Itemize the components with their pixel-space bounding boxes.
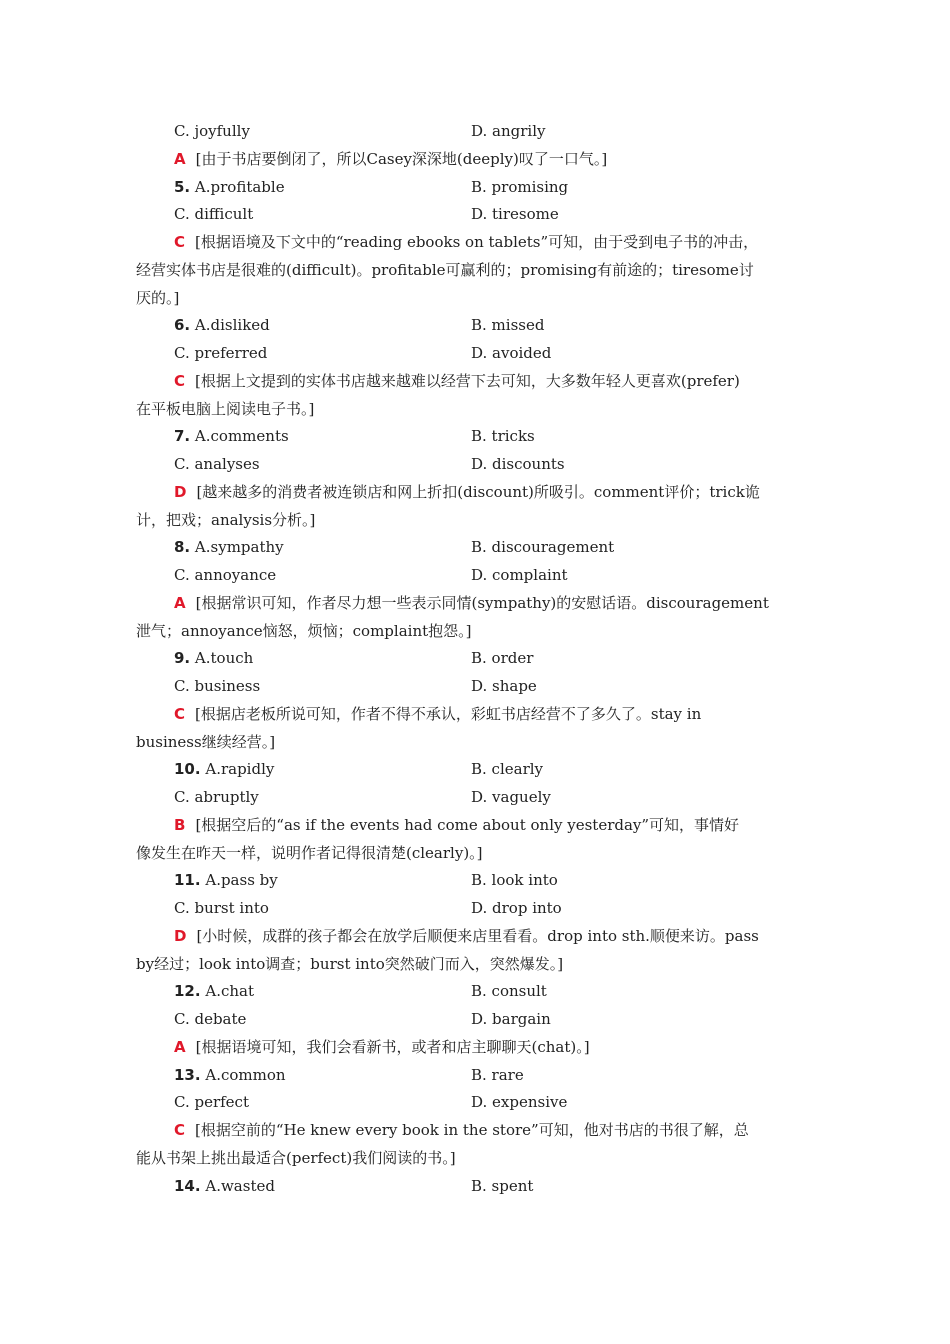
option-left: C. perfect	[174, 1093, 249, 1112]
option-left	[174, 423, 289, 451]
option-right: D. drop into	[471, 899, 562, 917]
option-a-text: A.wasted	[205, 1176, 275, 1195]
option-row	[0, 895, 950, 923]
option-left: C. business	[174, 677, 261, 695]
option-right: D. discounts	[471, 455, 565, 473]
answer-letter: C	[174, 233, 186, 251]
answer-row	[0, 229, 950, 257]
question-row	[0, 1062, 950, 1090]
option-a-text: A.chat	[205, 982, 254, 1001]
explanation-continued: by经过；look into调查；burst into突然破门而入，突然爆发。]	[136, 954, 564, 973]
option-left	[174, 174, 285, 202]
option-left: C. preferred	[174, 344, 268, 362]
option-a-text: A.profitable	[194, 177, 285, 196]
option-row	[0, 340, 950, 368]
answer-explanation: [根据空后的“as if the events had come about only yesterday”可知，事情好	[195, 815, 740, 834]
option-a-text: A.pass by	[205, 871, 278, 890]
question-row	[0, 423, 950, 451]
question-number: 12.	[174, 982, 201, 1001]
option-right: D. avoided	[471, 344, 552, 362]
option-left	[174, 867, 278, 895]
answer-letter: A	[174, 1037, 186, 1056]
option-a-text: A.common	[205, 1065, 286, 1084]
answer-letter: D	[174, 482, 187, 501]
answer-explanation: [根据语境及下文中的“reading ebooks on tablets”可知，由于受到电子书的冲击，	[195, 233, 759, 251]
option-right: B. rare	[471, 1065, 524, 1084]
question-number: 13.	[174, 1065, 201, 1084]
explanation-continued: 厌的。]	[136, 288, 180, 307]
answer-explanation: [根据语境可知，我们会看新书，或者和店主聊聊天(chat)。]	[195, 1037, 590, 1056]
option-right: B. consult	[471, 982, 547, 1001]
option-row	[0, 118, 950, 146]
answer-letter: B	[174, 815, 186, 834]
option-left	[174, 312, 270, 340]
answer-letter: C	[174, 704, 186, 723]
option-left: C. debate	[174, 1010, 247, 1028]
question-number: 11.	[174, 871, 201, 890]
option-a-text: A.sympathy	[194, 538, 284, 557]
option-a-text: A.rapidly	[205, 760, 275, 779]
answer-row	[0, 368, 950, 396]
explanation-continued: 像发生在昨天一样，说明作者记得很清楚(clearly)。]	[136, 843, 483, 862]
option-a-text: A.disliked	[194, 316, 270, 335]
question-number: 9.	[174, 649, 191, 668]
option-right: B. tricks	[471, 427, 535, 446]
option-left: C. abruptly	[174, 788, 259, 806]
option-a-text: A.comments	[194, 427, 289, 446]
option-a-text: A.touch	[194, 649, 254, 668]
option-right: B. missed	[471, 316, 545, 335]
question-number: 7.	[174, 427, 191, 446]
option-left	[174, 1062, 286, 1090]
answer-letter: C	[174, 1121, 186, 1139]
answer-explanation: [小时候，成群的孩子都会在放学后顺便来店里看看。drop into sth.顺便来访。pass	[196, 926, 759, 945]
option-row	[0, 1006, 950, 1034]
answer-letter: A	[174, 593, 186, 612]
answer-row	[0, 812, 950, 840]
answer-explanation: [根据空前的“He knew every book in the store”可知，他对书店的书很了解，总	[195, 1121, 749, 1139]
option-right: B. discouragement	[471, 538, 615, 557]
question-row	[0, 756, 950, 784]
option-right: D. bargain	[471, 1010, 551, 1028]
option-left	[174, 534, 284, 562]
option-right: D. expensive	[471, 1093, 568, 1112]
question-row	[0, 534, 950, 562]
option-left: C. burst into	[174, 899, 269, 917]
question-number: 10.	[174, 760, 201, 779]
option-left: C. difficult	[174, 205, 254, 224]
explanation-continued: 泄气；annoyance恼怒，烦恼；complaint抱怨。]	[136, 621, 472, 640]
option-right: B. order	[471, 649, 534, 668]
option-right: B. promising	[471, 177, 569, 196]
answer-row	[0, 479, 950, 507]
option-right: B. look into	[471, 871, 558, 890]
option-right: D. tiresome	[471, 205, 559, 224]
answer-explanation: [由于书店要倒闭了，所以Casey深深地(deeply)叹了一口气。]	[195, 149, 608, 168]
question-row	[0, 645, 950, 673]
option-row	[0, 784, 950, 812]
option-right: D. complaint	[471, 566, 568, 584]
answer-explanation: [根据常识可知，作者尽力想一些表示同情(sympathy)的安慰话语。discouragement	[195, 593, 769, 612]
explanation-continued: 经营实体书店是很难的(difficult)。profitable可赢利的；promising有前途的；tiresome讨	[136, 260, 754, 279]
answer-letter: D	[174, 926, 187, 945]
answer-row	[0, 590, 950, 618]
option-left	[174, 978, 254, 1006]
question-row	[0, 312, 950, 340]
explanation-continued: 在平板电脑上阅读电子书。]	[136, 399, 315, 418]
answer-key-page	[0, 118, 950, 1200]
option-left	[174, 645, 253, 673]
question-number: 8.	[174, 538, 191, 557]
answer-letter: C	[174, 371, 186, 390]
explanation-continued: business继续经营。]	[136, 732, 276, 751]
answer-row	[0, 1117, 950, 1145]
option-right: B. spent	[471, 1176, 534, 1195]
option-row	[0, 562, 950, 590]
option-row	[0, 673, 950, 701]
option-right: D. vaguely	[471, 788, 551, 806]
question-number: 5.	[174, 177, 191, 196]
option-left: C. analyses	[174, 455, 260, 473]
option-left: C. joyfully	[174, 122, 250, 140]
question-number: 14.	[174, 1176, 201, 1195]
answer-row	[0, 701, 950, 729]
question-row	[0, 978, 950, 1006]
option-right: D. shape	[471, 677, 537, 695]
question-row	[0, 867, 950, 895]
option-row	[0, 451, 950, 479]
option-left: C. annoyance	[174, 566, 277, 584]
explanation-continued: 能从书架上挑出最适合(perfect)我们阅读的书。]	[136, 1148, 456, 1167]
option-row	[0, 1089, 950, 1117]
option-right: D. angrily	[471, 122, 546, 140]
answer-explanation: [根据店老板所说可知，作者不得不承认，彩虹书店经营不了多久了。stay in	[195, 704, 702, 723]
question-row	[0, 1173, 950, 1201]
question-number: 6.	[174, 316, 191, 335]
option-row	[0, 201, 950, 229]
answer-explanation: [根据上文提到的实体书店越来越难以经营下去可知，大多数年轻人更喜欢(prefer)	[195, 371, 740, 390]
answer-row	[0, 923, 950, 951]
answer-letter: A	[174, 149, 186, 168]
answer-row	[0, 1034, 950, 1062]
option-left	[174, 1173, 275, 1201]
option-right: B. clearly	[471, 760, 544, 779]
answer-explanation: [越来越多的消费者被连锁店和网上折扣(discount)所吸引。comment评价；trick诡	[196, 482, 760, 501]
answer-row	[0, 146, 950, 174]
question-row	[0, 174, 950, 202]
explanation-continued: 计，把戏；analysis分析。]	[136, 510, 316, 529]
option-left	[174, 756, 274, 784]
